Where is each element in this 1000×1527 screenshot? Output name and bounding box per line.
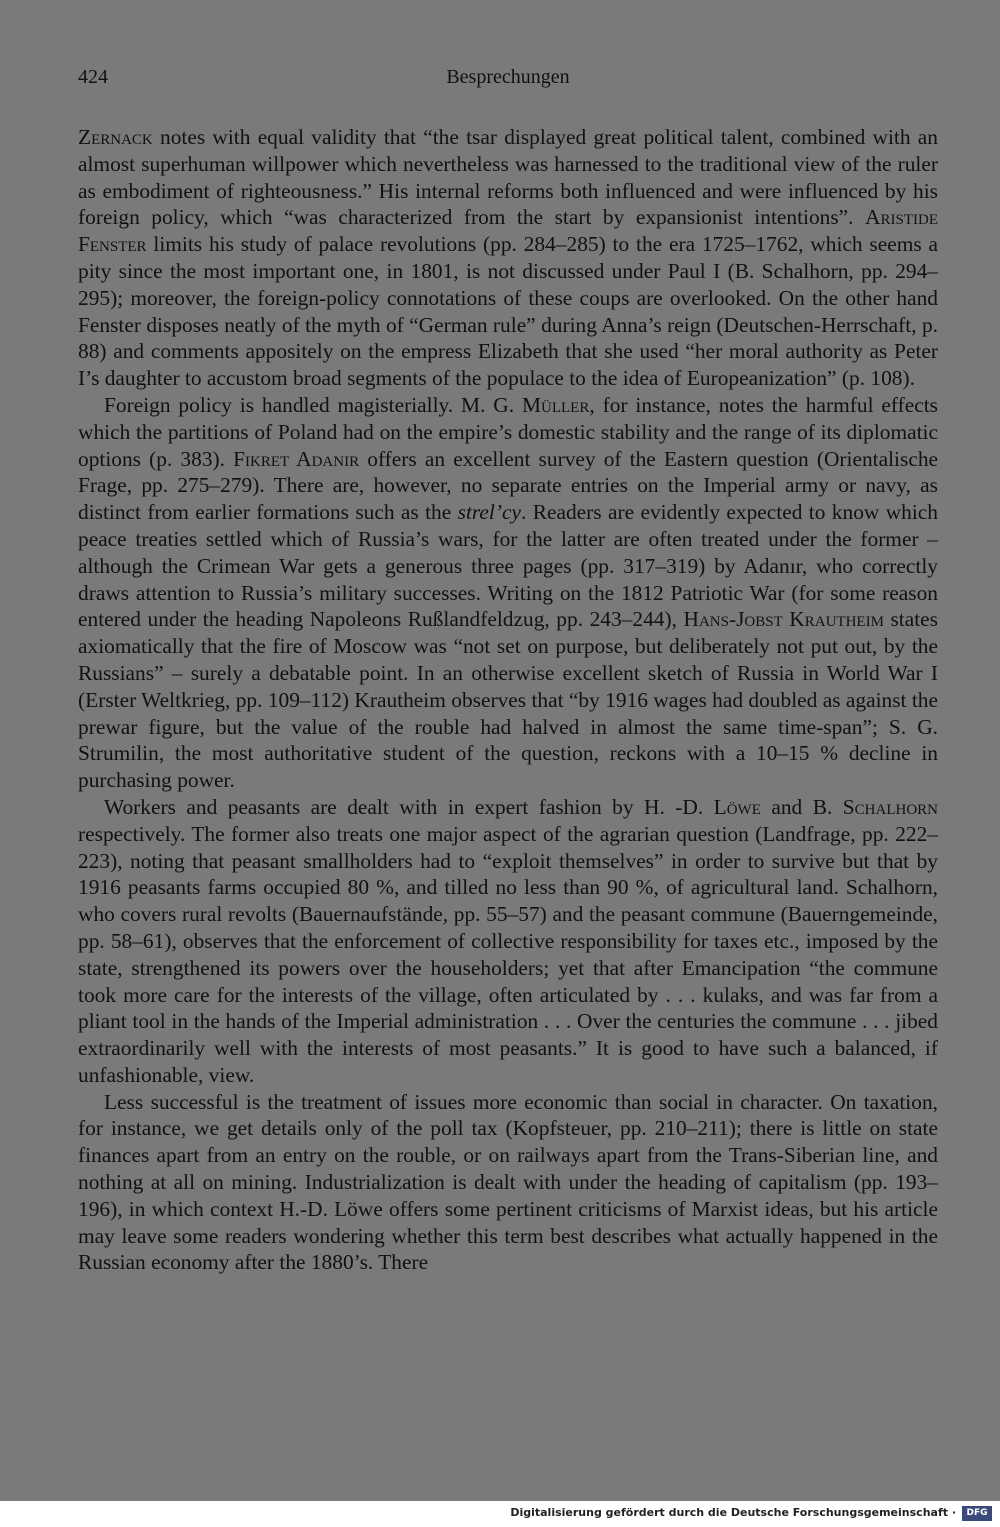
article-body — [78, 124, 938, 1276]
author-name: Müller — [522, 392, 590, 417]
running-title: Besprechungen — [446, 66, 570, 88]
dfg-logo: DFG — [962, 1506, 992, 1521]
author-name: Aristide Fenster — [78, 205, 938, 257]
text-run: states axiomatically that the fire of Moscow was “not set on purpose, but deliberately not put out, by the Russians” – surely a debatable point. In an otherwise excellent sketch of Russia in World War I (Erster Weltkrieg, pp. 109–112) Krautheim observes that “by 1916 wages had doubled as against the prewar figure, but the value of the rouble had halved in almost the same time-span”; S. G. Strumilin, the most authoritative student of the question, reckons with a 10–15 % decline in purchasing power. — [78, 607, 939, 793]
text-run: . Readers are evidently expected to know which peace treaties settled which of Russia’s wars, for the latter are often treated under the former – although the Crimean War gets a generous three pages (pp. 317–319) by Adanır, who correctly draws attention to Russia’s military successes. Writing on the 1812 Patriotic War (for some reason entered under the heading Napoleons Rußlandfeldzug, pp. 243–244), — [78, 500, 938, 632]
text-run: , for instance, notes the harmful effects which the partitions of Poland had on the empire’s domestic stability and the range of its diplomatic options (p. 383). — [78, 392, 939, 471]
author-name: Löwe — [713, 794, 761, 819]
text-run: respectively. The former also treats one major aspect of the agrarian question (Landfrage, pp. 222–223), noting that peasant smallholders had to “exploit themselves” in order to survive but that by 1916 peasants farms occupied 80 %, and tilled no less than 90 %, of agricultural land. Schalhorn, who covers rural revolts (Bauernaufstände, pp. 55–57) and the peasant commune (Bauerngemeinde, pp. 58–61), observes that the enforcement of collective responsibility for taxes etc., imposed by the state, strengthened its powers over the householders; yet that after Emancipation “the commune took more care for the interests of the village, often articulated by . . . kulaks, and was far from a pliant tool in the hands of the Imperial administration . . . Over the centuries the commune . . . jibed extraordinarily well with the interests of most peasants.” It is good to have such a balanced, if unfashionable, view. — [78, 821, 938, 1087]
author-name: Zernack — [78, 125, 153, 149]
text-run: notes with equal validity that “the tsar displayed great political talent, combined with an almost superhuman willpower which nevertheless was harnessed to the traditional view of the ruler as embodiment of righteousness.” His internal reforms both influenced and were influenced by his foreign policy, which “was characterized from the start by expansionist intentions”. — [78, 125, 938, 230]
text-run: offers an excellent survey of the Eastern question (Orientalische Frage, pp. 275–279). There are, however, no separate entries on the Imperial army or navy, as distinct from earlier formations such as the — [78, 446, 939, 525]
italic-term: strel’cy — [457, 500, 521, 525]
text-run: Foreign policy is handled magisterially. M. G. — [104, 392, 522, 417]
paragraph — [78, 794, 938, 1089]
paragraph — [78, 1089, 938, 1277]
paragraph — [78, 392, 938, 794]
page-number: 424 — [78, 66, 108, 88]
text-run: Workers and peasants are dealt with in expert fashion by H. -D. — [104, 794, 714, 819]
author-name: Schalhorn — [842, 794, 938, 819]
text-run: and B. — [760, 794, 843, 819]
text-run: Less successful is the treatment of issues more economic than social in character. On taxation, for instance, we get details only of the poll tax (Kopfsteuer, pp. 210–211); there is little on state finances apart from an entry on the rouble, or on railways apart from the Trans-Siberian line, and nothing at all on mining. Industrialization is dealt with under the heading of capitalism (pp. 193–196), in which context H.-D. Löwe offers some pertinent criticisms of Marxist ideas, but his article may leave some readers wondering whether this term best describes what actually happened in the Russian economy after the 1880’s. There — [78, 1089, 938, 1275]
author-name: Fikret Adanir — [233, 446, 360, 471]
funding-credit: Digitalisierung gefördert durch die Deutsche Forschungsgemeinschaft · — [510, 1506, 956, 1519]
author-name: Hans-Jobst Krautheim — [683, 607, 884, 632]
paragraph — [78, 124, 938, 392]
page-header — [78, 66, 938, 96]
digitization-footer — [0, 1501, 1000, 1527]
text-run: limits his study of palace revolutions (pp. 284–285) to the era 1725–1762, which seems a pity since the most important one, in 1801, is not discussed under Paul I (B. Schalhorn, pp. 294–295); moreover, the foreign-policy connotations of these coups are overlooked. On the other hand Fenster disposes neatly of the myth of “German rule” during Anna’s reign (Deutschen-Herrschaft, p. 88) and comments appositely on the empress Elizabeth that she used “her moral authority as Peter I’s daughter to accustom broad segments of the populace to the idea of Europeanization” (p. 108). — [78, 232, 938, 391]
